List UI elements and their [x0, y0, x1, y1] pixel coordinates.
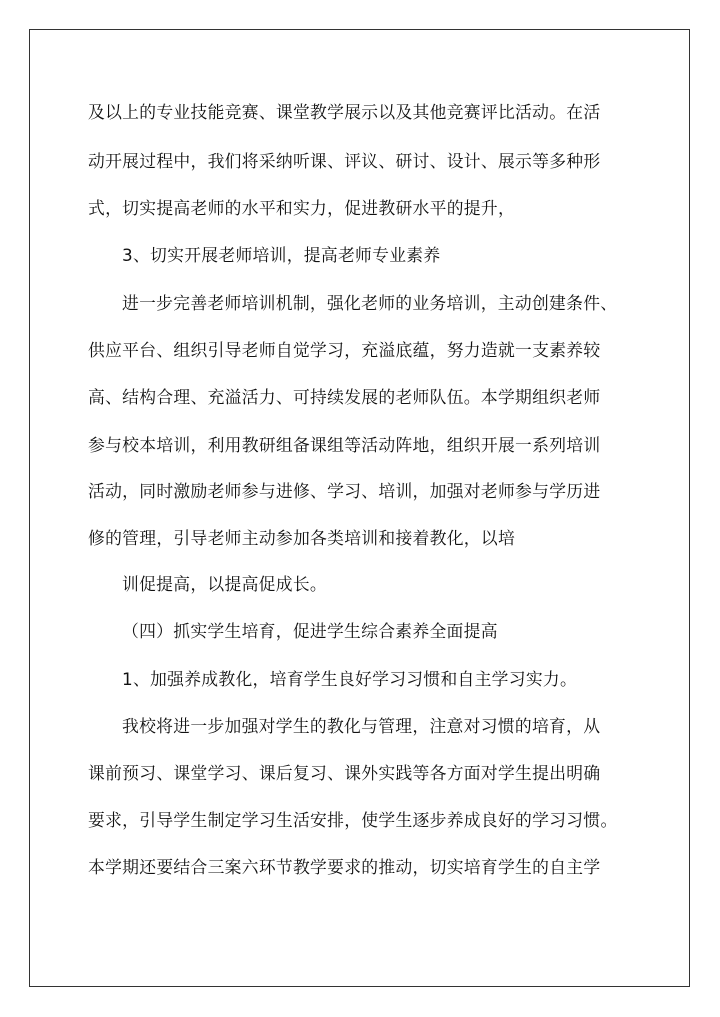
text-line: 我校将进一步加强对学生的教化与管理，注意对习惯的培育，从 [122, 716, 601, 736]
text-line: 修的管理，引导老师主动参加各类培训和接着教化，以培 [88, 528, 516, 548]
section-heading: （四）抓实学生培育，促进学生综合素养全面提高 [122, 621, 498, 641]
text-line: 式，切实提高老师的水平和实力，促进教研水平的提升， [88, 198, 516, 218]
text-line: 动开展过程中，我们将采纳听课、评议、研讨、设计、展示等多种形 [88, 151, 601, 171]
text-line: 要求，引导学生制定学习生活安排，使学生逐步养成良好的学习习惯。 [88, 810, 618, 830]
text-line: 课前预习、课堂学习、课后复习、课外实践等各方面对学生提出明确 [88, 763, 601, 783]
text-line: 活动，同时激励老师参与进修、学习、培训，加强对老师参与学历进 [88, 481, 601, 501]
text-line: 训促提高，以提高促成长。 [122, 574, 327, 594]
text-line: 进一步完善老师培训机制，强化老师的业务培训，主动创建条件、 [122, 293, 618, 313]
text-line: 参与校本培训，利用教研组备课组等活动阵地，组织开展一系列培训 [88, 435, 601, 455]
text-line: 及以上的专业技能竞赛、课堂教学展示以及其他竞赛评比活动。在活 [88, 102, 601, 122]
section-heading: 3、切实开展老师培训，提高老师专业素养 [122, 245, 441, 265]
text-line: 本学期还要结合三案六环节教学要求的推动，切实培育学生的自主学 [88, 857, 601, 877]
text-line: 高、结构合理、充溢活力、可持续发展的老师队伍。本学期组织老师 [88, 387, 601, 407]
text-line: 供应平台、组织引导老师自觉学习，充溢底蕴，努力造就一支素养较 [88, 340, 601, 360]
subsection-heading: 1、加强养成教化，培育学生良好学习习惯和自主学习实力。 [122, 669, 578, 689]
